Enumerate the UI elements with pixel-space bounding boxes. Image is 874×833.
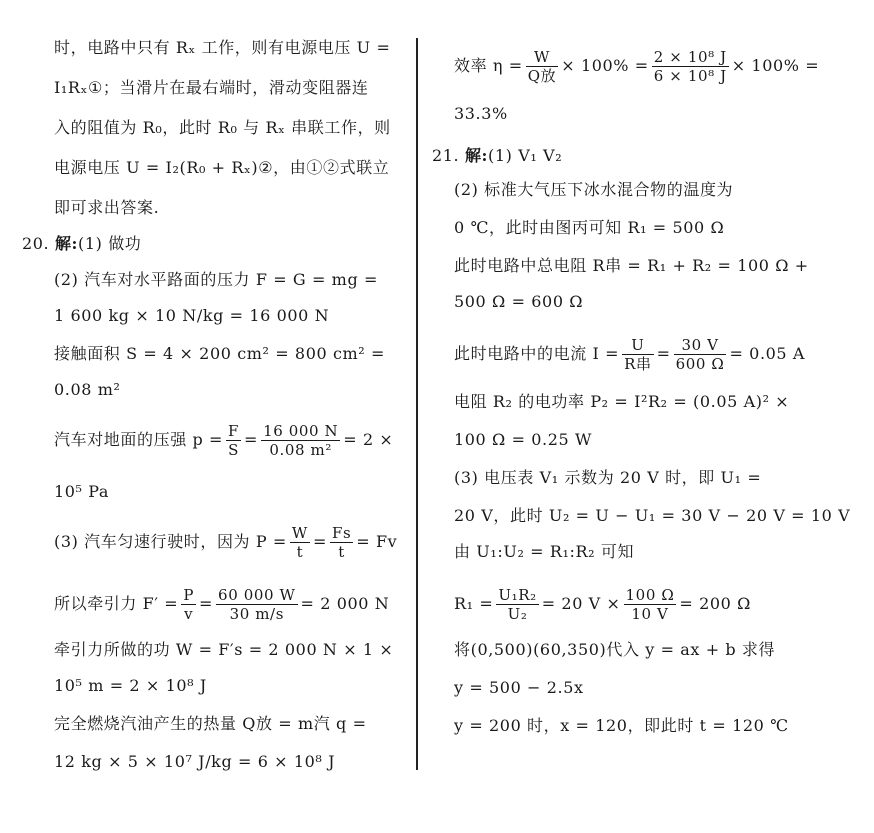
formula-suffix: = 2 000 N bbox=[300, 594, 390, 613]
solution-heading: 解: bbox=[54, 234, 79, 253]
text-line bbox=[22, 234, 141, 254]
line-text: y = 200 时，x = 120，即此时 t = 120 ℃ bbox=[454, 716, 789, 735]
fraction-numerator: F bbox=[228, 422, 240, 440]
formula-suffix: = 2 × bbox=[343, 430, 394, 449]
text-line bbox=[454, 180, 733, 200]
fraction-numerator: P bbox=[183, 586, 195, 604]
fraction-numerator: W bbox=[526, 48, 559, 67]
formula-operator: = bbox=[244, 430, 259, 449]
fraction-denominator: v bbox=[184, 605, 194, 623]
fraction-numerator: 30 V bbox=[674, 336, 727, 355]
line-text: 电阻 R₂ 的电功率 P₂ = I²R₂ = (0.05 A)² × bbox=[454, 392, 790, 411]
fraction-denominator: Q放 bbox=[527, 67, 557, 85]
line-text: 12 kg × 5 × 10⁷ J/kg = 6 × 10⁸ J bbox=[54, 752, 336, 771]
text-line bbox=[54, 78, 369, 98]
text-line bbox=[54, 752, 335, 772]
problem-number: 20. bbox=[22, 234, 55, 253]
formula-operator: = bbox=[656, 344, 671, 363]
fraction-numerator: Fs bbox=[331, 524, 352, 542]
formula-prefix: 效率 η = bbox=[454, 56, 523, 75]
text-line bbox=[54, 524, 397, 561]
text-line bbox=[54, 118, 391, 138]
fraction bbox=[652, 48, 729, 85]
formula-prefix: 汽车对地面的压强 p = bbox=[54, 430, 224, 449]
fraction bbox=[496, 586, 538, 623]
text-line bbox=[454, 104, 508, 124]
text-line bbox=[454, 336, 805, 373]
text-line bbox=[454, 716, 789, 736]
line-text: (2) 汽车对水平路面的压力 F = G = mg = bbox=[54, 270, 378, 289]
line-text: y = 500 − 2.5x bbox=[454, 678, 584, 697]
fraction bbox=[526, 48, 559, 85]
line-text: (2) 标准大气压下冰水混合物的温度为 bbox=[454, 180, 734, 199]
fraction-denominator: 0.08 m² bbox=[269, 441, 332, 459]
fraction-denominator: S bbox=[228, 441, 239, 459]
problem-number: 21. bbox=[432, 146, 465, 165]
fraction-denominator: 600 Ω bbox=[675, 355, 725, 373]
text-line bbox=[454, 678, 584, 698]
line-text: 20 V，此时 U₂ = U − U₁ = 30 V − 20 V = 10 V bbox=[454, 506, 851, 525]
fraction-denominator: t bbox=[338, 543, 345, 561]
fraction-numerator: 100 Ω bbox=[625, 586, 675, 604]
fraction-denominator: 30 m/s bbox=[229, 605, 284, 623]
text-line bbox=[54, 482, 109, 502]
text-line bbox=[454, 640, 775, 660]
line-text: 10⁵ Pa bbox=[54, 482, 110, 501]
fraction bbox=[216, 586, 297, 623]
fraction bbox=[261, 422, 340, 459]
fraction-denominator: t bbox=[296, 543, 304, 561]
text-line bbox=[454, 430, 592, 450]
text-line bbox=[454, 468, 761, 488]
line-text: 0 ℃，此时由图丙可知 R₁ = 500 Ω bbox=[454, 218, 725, 237]
line-text: (1) 做功 bbox=[78, 234, 142, 253]
line-text: 牵引力所做的功 W = F′s = 2 000 N × 1 × bbox=[54, 640, 394, 659]
fraction-numerator: U bbox=[622, 336, 654, 355]
line-text: 完全燃烧汽油产生的热量 Q放 = m汽 q = bbox=[54, 714, 367, 733]
text-line bbox=[54, 344, 385, 364]
fraction-denominator: U₂ bbox=[507, 605, 528, 623]
line-text: 500 Ω = 600 Ω bbox=[454, 292, 584, 311]
text-line bbox=[454, 542, 634, 562]
formula-prefix: R₁ = bbox=[454, 594, 494, 613]
line-text: 0.08 m² bbox=[54, 380, 121, 399]
formula-prefix: 此时电路中的电流 I = bbox=[454, 344, 620, 363]
fraction bbox=[330, 524, 353, 561]
fraction bbox=[181, 586, 196, 623]
line-text: 33.3% bbox=[454, 104, 508, 123]
fraction bbox=[226, 422, 241, 459]
line-text: 电源电压 U = I₂(R₀ + Rₓ)②，由①②式联立 bbox=[54, 158, 390, 177]
line-text: 时，电路中只有 Rₓ 工作，则有电源电压 U = bbox=[54, 38, 391, 57]
formula-suffix: = Fv bbox=[356, 532, 398, 551]
line-text: 此时电路中总电阻 R串 = R₁ + R₂ = 100 Ω + bbox=[454, 256, 809, 275]
fraction-denominator: 6 × 10⁸ J bbox=[653, 67, 727, 85]
text-line bbox=[454, 392, 789, 412]
column-divider bbox=[416, 38, 418, 770]
formula-prefix: (3) 汽车匀速行驶时，因为 P = bbox=[54, 532, 287, 551]
text-line bbox=[54, 198, 159, 218]
line-text: (1) V₁ V₂ bbox=[488, 146, 563, 165]
fraction bbox=[622, 336, 654, 373]
fraction-numerator: 2 × 10⁸ J bbox=[653, 48, 727, 66]
line-text: I₁Rₓ①；当滑片在最右端时，滑动变阻器连 bbox=[54, 78, 369, 97]
line-text: (3) 电压表 V₁ 示数为 20 V 时，即 U₁ = bbox=[454, 468, 762, 487]
fraction-numerator: U₁R₂ bbox=[498, 586, 537, 604]
text-line bbox=[432, 146, 562, 166]
text-line bbox=[54, 586, 389, 623]
text-line bbox=[454, 256, 809, 276]
text-line bbox=[454, 292, 583, 312]
line-text: 100 Ω = 0.25 W bbox=[454, 430, 593, 449]
fraction bbox=[624, 586, 677, 623]
fraction-numerator: 60 000 W bbox=[218, 586, 296, 604]
line-text: 接触面积 S = 4 × 200 cm² = 800 cm² = bbox=[54, 344, 385, 363]
text-line bbox=[54, 422, 393, 459]
formula-suffix: × 100% = bbox=[731, 56, 820, 75]
formula-operator: = bbox=[199, 594, 214, 613]
line-text: 1 600 kg × 10 N/kg = 16 000 N bbox=[54, 306, 330, 325]
line-text: 10⁵ m = 2 × 10⁸ J bbox=[54, 676, 207, 695]
formula-suffix: = 0.05 A bbox=[729, 344, 806, 363]
fraction-denominator: R串 bbox=[624, 355, 652, 373]
text-line bbox=[54, 38, 390, 58]
solution-heading: 解: bbox=[464, 146, 489, 165]
text-line bbox=[54, 676, 207, 696]
line-text: 即可求出答案. bbox=[54, 198, 160, 217]
text-line bbox=[454, 218, 724, 238]
text-line bbox=[54, 158, 389, 178]
text-line bbox=[54, 380, 121, 400]
fraction-numerator: W bbox=[291, 524, 308, 542]
formula-operator: = bbox=[312, 532, 327, 551]
fraction bbox=[290, 524, 310, 561]
formula-suffix: = 200 Ω bbox=[679, 594, 751, 613]
line-text: 将(0,500)(60,350)代入 y = ax + b 求得 bbox=[454, 640, 776, 659]
fraction bbox=[674, 336, 727, 373]
formula-prefix: 所以牵引力 F′ = bbox=[54, 594, 179, 613]
formula-operator: = 20 V × bbox=[541, 594, 621, 613]
text-line bbox=[54, 306, 329, 326]
line-text: 入的阻值为 R₀，此时 R₀ 与 Rₓ 串联工作，则 bbox=[54, 118, 391, 137]
text-line bbox=[454, 586, 751, 623]
text-line bbox=[454, 506, 850, 526]
text-line bbox=[54, 714, 367, 734]
fraction-denominator: 10 V bbox=[631, 605, 669, 623]
line-text: 由 U₁:U₂ = R₁:R₂ 可知 bbox=[454, 542, 635, 561]
text-line bbox=[454, 48, 819, 85]
text-line bbox=[54, 640, 393, 660]
formula-operator: × 100% = bbox=[561, 56, 649, 75]
text-line bbox=[54, 270, 378, 290]
fraction-numerator: 16 000 N bbox=[263, 422, 339, 440]
